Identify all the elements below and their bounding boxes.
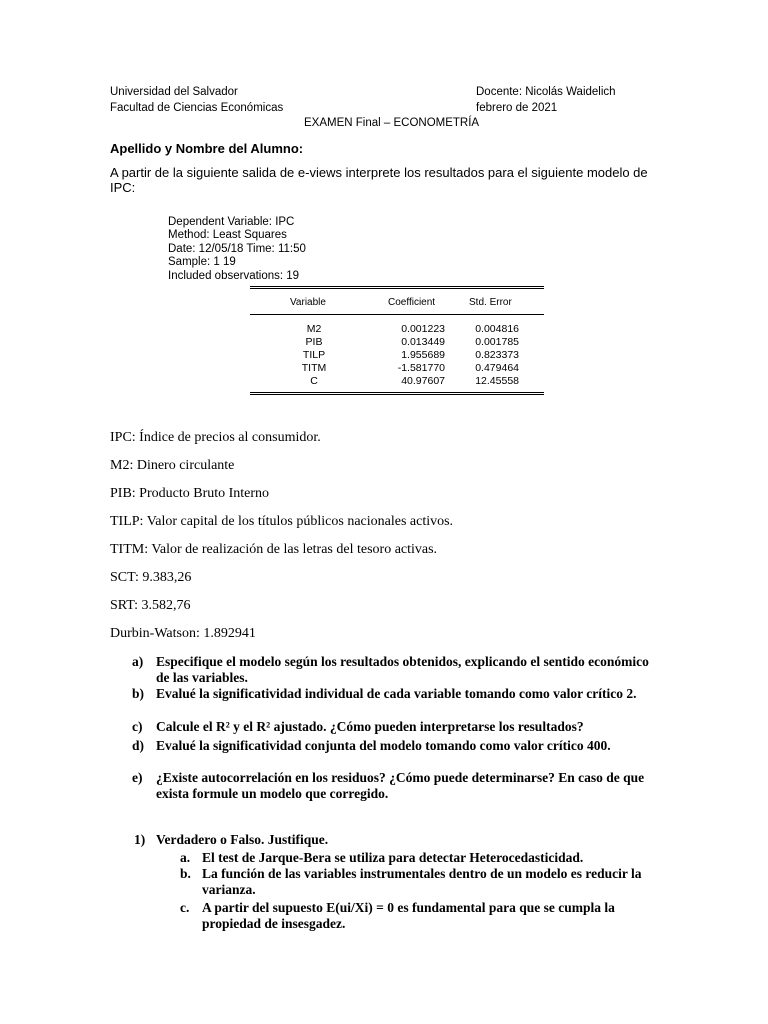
definition-sct: SCT: 9.383,26	[110, 570, 192, 585]
item-text: A partir del supuesto E(ui/Xi) = 0 es fundamental para que se cumpla la propiedad de insesgadez.	[202, 900, 615, 931]
row-variable: PIB	[305, 336, 323, 348]
definition-durbin-watson: Durbin-Watson: 1.892941	[110, 626, 256, 641]
table-top-rule	[250, 286, 544, 287]
question-label: c)	[132, 719, 143, 734]
question-text: Evalué la significatividad conjunta del modelo tomando como valor crítico 400.	[156, 738, 611, 753]
intro-line-2: IPC:	[110, 180, 136, 195]
row-coefficient: 1.955689	[401, 349, 445, 361]
teacher-name: Docente: Nicolás Waidelich	[476, 86, 616, 98]
table-bottom-rule	[250, 392, 544, 393]
row-std-error: 0.004816	[475, 323, 519, 335]
row-variable: C	[310, 375, 318, 387]
eviews-sample: Sample: 1 19	[168, 256, 236, 268]
question-text: Calcule el R² y el R² ajustado. ¿Cómo pueden interpretarse los resultados?	[156, 719, 584, 734]
definition-pib: PIB: Producto Bruto Interno	[110, 486, 270, 501]
item-label: b.	[180, 866, 191, 881]
question-label: a)	[132, 654, 144, 669]
definition-m2: M2: Dinero circulante	[110, 458, 235, 473]
row-coefficient: -1.581770	[397, 362, 445, 374]
row-coefficient: 40.97607	[401, 375, 445, 387]
table-header-rule	[250, 314, 544, 315]
row-std-error: 0.479464	[475, 362, 519, 374]
question-text: Evalué la significatividad individual de cada variable tomando como valor crítico 2.	[156, 686, 637, 701]
exam-date: febrero de 2021	[476, 102, 558, 114]
col-stderror-header: Std. Error	[469, 297, 512, 308]
row-std-error: 0.823373	[475, 349, 519, 361]
section-number: 1)	[134, 832, 146, 847]
intro-line-1: A partir de la siguiente salida de e-views interprete los resultados para el siguiente modelo de	[110, 165, 648, 180]
student-name-label: Apellido y Nombre del Alumno:	[110, 141, 304, 156]
row-variable: M2	[306, 323, 322, 335]
definition-srt: SRT: 3.582,76	[110, 598, 191, 613]
row-coefficient: 0.013449	[401, 336, 445, 348]
definition-tilp: TILP: Valor capital de los títulos públicos nacionales activos.	[110, 514, 454, 529]
row-coefficient: 0.001223	[401, 323, 445, 335]
item-text: La función de las variables instrumentales dentro de un modelo es reducir la varianza.	[202, 866, 642, 897]
row-variable: TILP	[302, 349, 326, 361]
col-coefficient-header: Coefficient	[388, 297, 436, 308]
row-std-error: 0.001785	[475, 336, 519, 348]
question-label: d)	[132, 738, 145, 753]
section-title: Verdadero o Falso. Justifique.	[156, 832, 329, 847]
eviews-method: Method: Least Squares	[168, 229, 287, 241]
definition-ipc: IPC: Índice de precios al consumidor.	[110, 430, 321, 445]
eviews-dependent: Dependent Variable: IPC	[168, 216, 295, 228]
definition-titm: TITM: Valor de realización de las letras del tesoro activas.	[110, 542, 438, 557]
eviews-observations: Included observations: 19	[168, 270, 300, 282]
item-label: a.	[180, 850, 191, 865]
university-name: Universidad del Salvador	[110, 86, 238, 98]
table-bottom-rule-2	[250, 394, 544, 395]
item-label: c.	[180, 900, 190, 915]
eviews-datetime: Date: 12/05/18 Time: 11:50	[168, 243, 306, 255]
faculty-name: Facultad de Ciencias Económicas	[110, 102, 284, 114]
item-text: El test de Jarque-Bera se utiliza para detectar Heterocedasticidad.	[202, 850, 584, 865]
question-text: ¿Existe autocorrelación en los residuos? ¿Cómo puede determinarse? En caso de que exista formule un modelo que corregido.	[156, 770, 645, 801]
row-variable: TITM	[301, 362, 327, 374]
question-text: Especifique el modelo según los resultados obtenidos, explicando el sentido económico de las variables.	[156, 654, 649, 685]
col-variable-header: Variable	[290, 297, 326, 308]
row-std-error: 12.45558	[475, 375, 519, 387]
question-label: e)	[132, 770, 143, 785]
exam-title: EXAMEN Final – ECONOMETRÍA	[304, 117, 480, 129]
table-top-rule-2	[250, 288, 544, 289]
question-label: b)	[132, 686, 145, 701]
